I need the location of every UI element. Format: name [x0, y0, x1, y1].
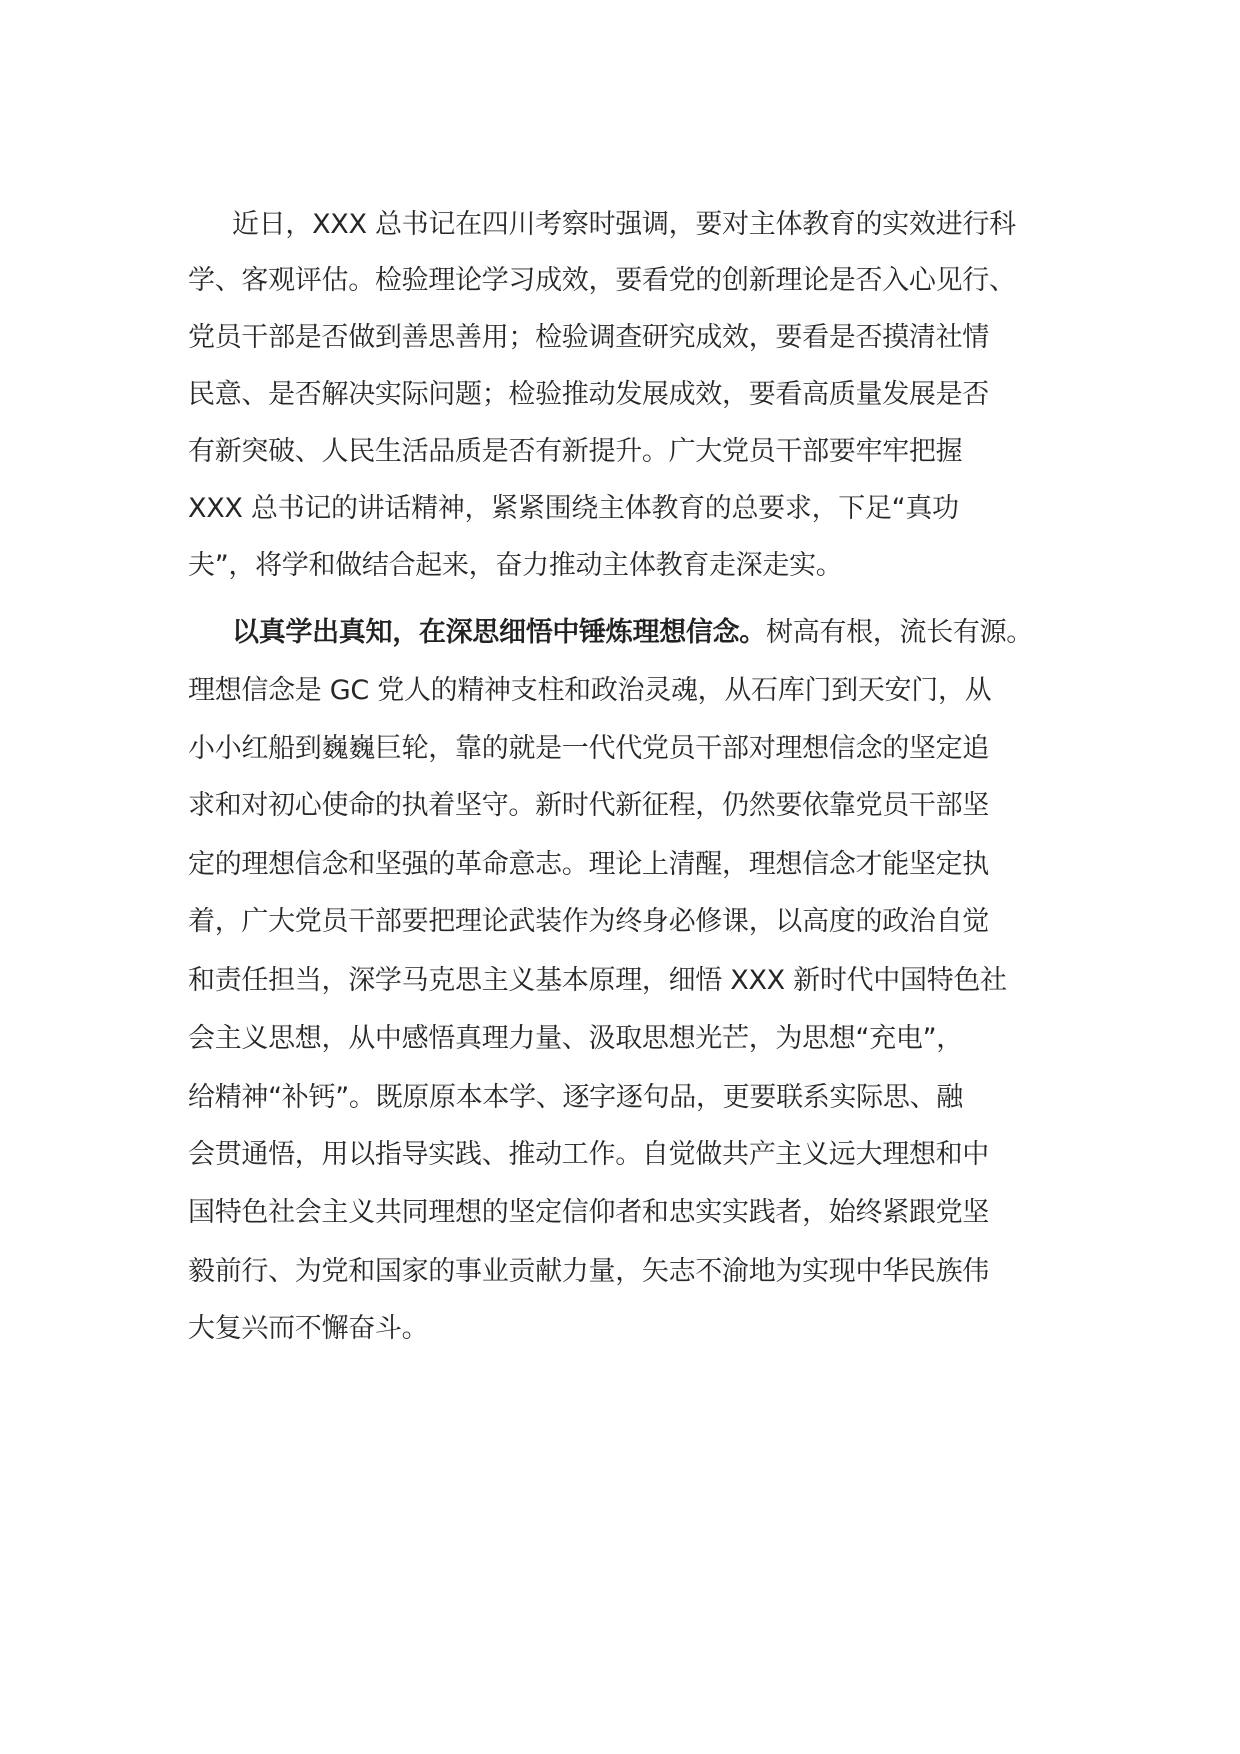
text-line: 党员干部是否做到善思善用；检验调查研究成效，要看是否摸清社情	[188, 322, 989, 353]
text-line: 理想信念是 GC 党人的精神支柱和政治灵魂，从石库门到天安门，从	[188, 675, 992, 706]
text-line: 国特色社会主义共同理想的坚定信仰者和忠实实践者，始终紧跟党坚	[188, 1197, 989, 1228]
text-line: 着，广大党员干部要把理论武装作为终身必修课，以高度的政治自觉	[188, 906, 989, 937]
text-line: 小小红船到巍巍巨轮，靠的就是一代代党员干部对理想信念的坚定追	[188, 733, 989, 764]
text-line: 会主义思想，从中感悟真理力量、汲取思想光芒，为思想“充电”，	[188, 1023, 963, 1054]
text-line: 民意、是否解决实际问题；检验推动发展成效，要看高质量发展是否	[188, 379, 989, 410]
text-line: XXX 总书记的讲话精神，紧紧围绕主体教育的总要求，下足“真功	[188, 493, 959, 524]
text-line: 大复兴而不懈奋斗。	[188, 1313, 429, 1344]
text-line: 给精神“补钙”。既原原本本学、逐字逐句品，更要联系实际思、融	[188, 1082, 963, 1113]
text-line-with-heading	[232, 613, 1033, 653]
section-heading: 以真学出真知，在深思细悟中锤炼理想信念。	[232, 617, 766, 648]
text-line: 有新突破、人民生活品质是否有新提升。广大党员干部要牢牢把握	[188, 436, 963, 467]
heading-line-rest: 树高有根，流长有源。	[766, 617, 1033, 648]
text-line: 毅前行、为党和国家的事业贡献力量，矢志不渝地为实现中华民族伟	[188, 1256, 989, 1287]
text-line: 和责任担当，深学马克思主义基本原理，细悟 XXX 新时代中国特色社	[188, 965, 1007, 996]
text-line: 定的理想信念和坚强的革命意志。理论上清醒，理想信念才能坚定执	[188, 849, 989, 880]
text-line: 近日，XXX 总书记在四川考察时强调，要对主体教育的实效进行科	[232, 209, 1016, 240]
text-line: 学、客观评估。检验理论学习成效，要看党的创新理论是否入心见行、	[188, 265, 1016, 296]
text-line: 会贯通悟，用以指导实践、推动工作。自觉做共产主义远大理想和中	[188, 1139, 989, 1170]
text-line: 夫”，将学和做结合起来，奋力推动主体教育走深走实。	[188, 550, 843, 581]
text-line: 求和对初心使命的执着坚守。新时代新征程，仍然要依靠党员干部坚	[188, 790, 989, 821]
